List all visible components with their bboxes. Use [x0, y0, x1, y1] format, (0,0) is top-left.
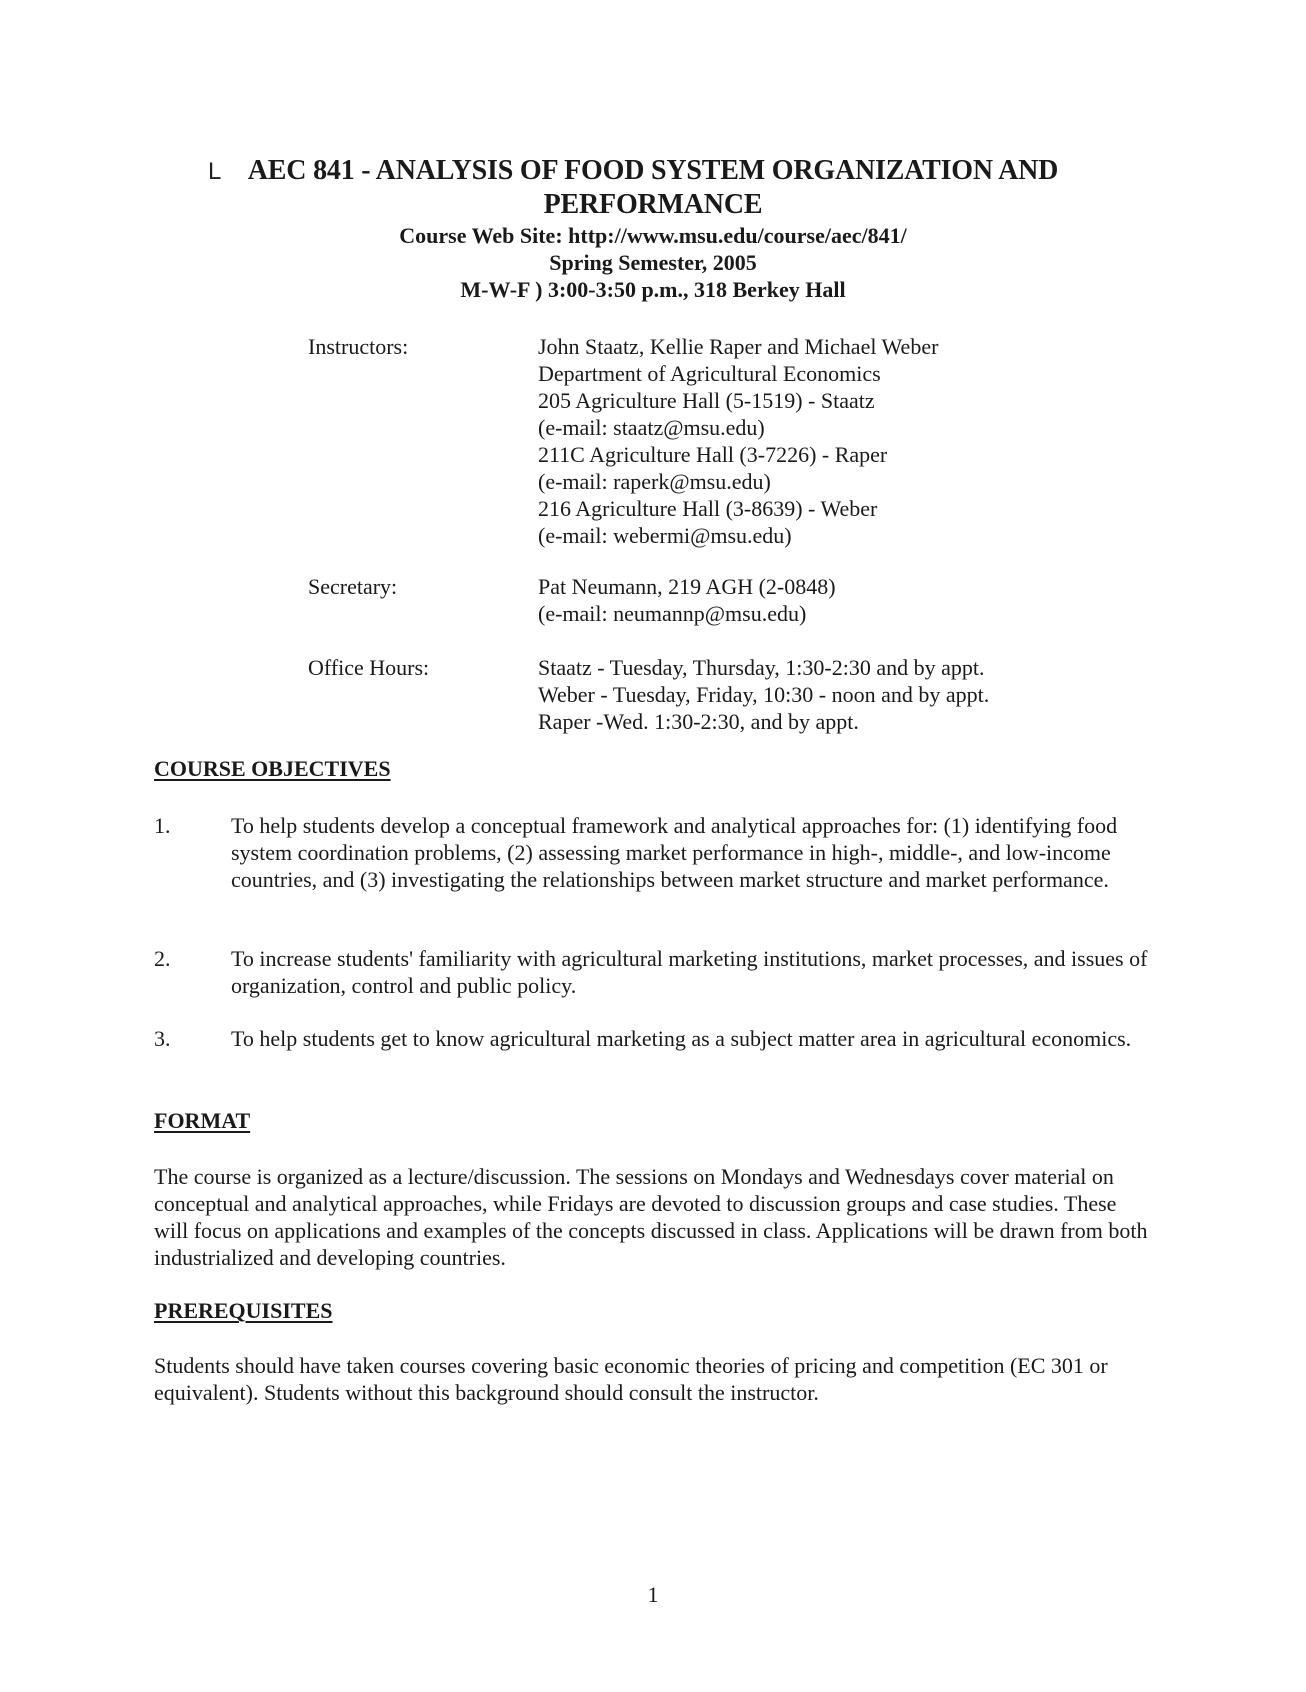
- secretary-line: (e-mail: neumannp@msu.edu): [538, 601, 807, 626]
- semester: Spring Semester, 2005: [549, 250, 757, 275]
- office-hours-line: Staatz - Tuesday, Thursday, 1:30-2:30 and by appt.: [538, 655, 985, 680]
- secretary-values: [538, 573, 1138, 627]
- objective-text: To increase students' familiarity with agricultural marketing institutions, market processes, and issues of organization, control and public policy.: [231, 946, 1148, 998]
- instructors-line: 216 Agriculture Hall (3-8639) - Weber: [538, 496, 878, 521]
- schedule: M-W-F ) 3:00-3:50 p.m., 318 Berkey Hall: [460, 277, 846, 302]
- secretary-label: Secretary:: [308, 574, 398, 599]
- objective-number: 1.: [154, 813, 171, 838]
- page-number: 1: [647, 1582, 659, 1607]
- course-title: [150, 154, 1156, 222]
- instructors-line: (e-mail: raperk@msu.edu): [538, 469, 771, 494]
- instructors-line: 211C Agriculture Hall (3-7226) - Raper: [538, 442, 888, 467]
- instructors-line: (e-mail: webermi@msu.edu): [538, 523, 792, 548]
- office-hours-line: Weber - Tuesday, Friday, 10:30 - noon and by appt.: [538, 682, 990, 707]
- course-objectives-heading: COURSE OBJECTIVES: [154, 756, 391, 781]
- format-heading: FORMAT: [154, 1108, 251, 1133]
- objective-text: To help students get to know agricultural marketing as a subject matter area in agricultural economics.: [231, 1026, 1132, 1051]
- instructors-label: Instructors:: [308, 334, 409, 359]
- objective-number: 3.: [154, 1026, 171, 1051]
- header-marker: L: [208, 158, 222, 185]
- office-hours-line: Raper -Wed. 1:30-2:30, and by appt.: [538, 709, 859, 734]
- prerequisites-heading: PREREQUISITES: [154, 1298, 333, 1323]
- instructors-line: 205 Agriculture Hall (5-1519) - Staatz: [538, 388, 875, 413]
- instructors-line: John Staatz, Kellie Raper and Michael Weber: [538, 334, 939, 359]
- prerequisites-paragraph: Students should have taken courses covering basic economic theories of pricing and competition (EC 301 or equivalent). Students without this background should consult the instructor.: [154, 1353, 1108, 1405]
- instructors-values: [538, 333, 1138, 549]
- course-title-line-1: AEC 841 - ANALYSIS OF FOOD SYSTEM ORGANIZATION AND: [247, 155, 1059, 186]
- office-hours-values: [538, 654, 1138, 735]
- objective-number: 2.: [154, 946, 171, 971]
- objective-text: To help students develop a conceptual framework and analytical approaches for: (1) identifying food system coordination problems, (2) assessing market performance in high-, middle-, and low-income countries, and (3) investigating the relationships between market structure and market performance.: [231, 813, 1118, 892]
- course-website: Course Web Site: http://www.msu.edu/course/aec/841/: [399, 223, 907, 248]
- office-hours-label: Office Hours:: [308, 655, 430, 680]
- format-paragraph: The course is organized as a lecture/discussion. The sessions on Mondays and Wednesdays cover material on conceptual and analytical approaches, while Fridays are devoted to discussion groups and case studies. These will focus on applications and examples of the concepts discussed in class. Applications will be drawn from both industrialized and developing countries.: [154, 1164, 1148, 1270]
- instructors-line: Department of Agricultural Economics: [538, 361, 881, 386]
- course-title-line-2: PERFORMANCE: [543, 189, 763, 220]
- secretary-line: Pat Neumann, 219 AGH (2-0848): [538, 574, 836, 599]
- instructors-line: (e-mail: staatz@msu.edu): [538, 415, 765, 440]
